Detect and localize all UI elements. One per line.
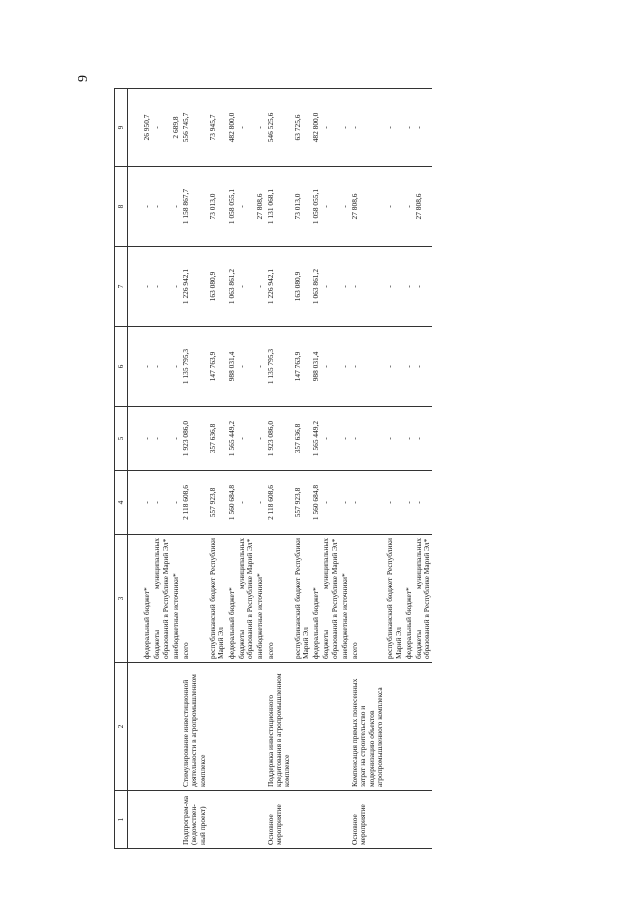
value-cell: - (403, 407, 413, 471)
level-cell (254, 791, 264, 849)
value-cell: 2 118 608,6 (180, 471, 207, 535)
value-cell: - (339, 167, 349, 247)
level-cell (236, 791, 255, 849)
value-cell: - (254, 247, 264, 327)
value-cell: - (403, 89, 413, 167)
value-cell: 1 058 055,1 (226, 167, 236, 247)
name-cell (384, 663, 403, 791)
value-cell: 988 031,4 (310, 327, 320, 407)
table-body (128, 89, 432, 849)
source-cell: федеральный бюджет* (226, 535, 236, 663)
header-col-2: 2 (115, 663, 128, 791)
table-row (170, 89, 180, 849)
value-cell: - (151, 327, 170, 407)
value-cell: - (254, 471, 264, 535)
table-row (207, 89, 226, 849)
value-cell: - (384, 407, 403, 471)
value-cell: 163 080,9 (207, 247, 226, 327)
value-cell: - (403, 327, 413, 407)
value-cell: 1 063 861,2 (226, 247, 236, 327)
table-row (151, 89, 170, 849)
value-cell: 27 808,6 (254, 167, 264, 247)
financing-table (114, 88, 432, 849)
value-cell: - (349, 471, 384, 535)
value-cell: 1 135 795,3 (265, 327, 292, 407)
table-row (413, 89, 432, 849)
level-cell (226, 791, 236, 849)
level-cell (384, 791, 403, 849)
level-cell (413, 791, 432, 849)
value-cell: - (254, 407, 264, 471)
name-cell: Стимулирование инвестиционной деятельности в агропромышленном комплексе (180, 663, 207, 791)
value-cell: - (349, 89, 384, 167)
value-cell: 1 565 449,2 (226, 407, 236, 471)
value-cell: 546 525,6 (265, 89, 292, 167)
value-cell: - (384, 471, 403, 535)
value-cell: - (254, 327, 264, 407)
value-cell: - (384, 327, 403, 407)
value-cell: - (384, 247, 403, 327)
source-cell: всего (265, 535, 292, 663)
value-cell: 73 013,0 (292, 167, 311, 247)
value-cell: 557 923,8 (207, 471, 226, 535)
header-col-4: 4 (115, 471, 128, 535)
value-cell: - (141, 167, 151, 247)
value-cell: - (141, 471, 151, 535)
header-col-7: 7 (115, 247, 128, 327)
table-row (226, 89, 236, 849)
value-cell: - (151, 89, 170, 167)
value-cell: - (349, 247, 384, 327)
table-row (384, 89, 403, 849)
source-cell: республиканский бюджет Республики Марий Эл (292, 535, 311, 663)
value-cell: 357 636,8 (292, 407, 311, 471)
source-cell: республиканский бюджет Республики Марий Эл (207, 535, 226, 663)
value-cell: - (236, 327, 255, 407)
source-cell: всего (349, 535, 384, 663)
value-cell: - (170, 167, 180, 247)
value-cell: 2 689,8 (170, 89, 180, 167)
value-cell: - (403, 471, 413, 535)
value-cell: - (236, 407, 255, 471)
level-cell (141, 791, 151, 849)
level-cell (320, 791, 339, 849)
table-row (236, 89, 255, 849)
level-cell (403, 791, 413, 849)
value-cell: 988 031,4 (226, 327, 236, 407)
value-cell: - (413, 471, 432, 535)
source-cell: бюджеты муниципальных образований в Республике Марий Эл* (151, 535, 170, 663)
level-cell (310, 791, 320, 849)
value-cell: - (236, 167, 255, 247)
value-cell: - (384, 167, 403, 247)
table-row (403, 89, 413, 849)
value-cell: - (151, 471, 170, 535)
value-cell: - (141, 407, 151, 471)
value-cell: 357 636,8 (207, 407, 226, 471)
source-cell: внебюджетные источники* (339, 535, 349, 663)
value-cell: 1 226 942,1 (265, 247, 292, 327)
value-cell: 1 131 068,1 (265, 167, 292, 247)
rotated-page-content (114, 89, 569, 849)
level-cell (151, 791, 170, 849)
header-col-6: 6 (115, 327, 128, 407)
value-cell: 163 080,9 (292, 247, 311, 327)
value-cell: - (413, 407, 432, 471)
name-cell (413, 663, 432, 791)
value-cell: 1 560 684,8 (310, 471, 320, 535)
table-row (265, 89, 292, 849)
header-col-1: 1 (115, 791, 128, 849)
source-cell: всего (180, 535, 207, 663)
name-cell (170, 663, 180, 791)
value-cell: - (384, 89, 403, 167)
name-cell: Поддержка инвестиционного кредитования в агропромышленном комплексе (265, 663, 292, 791)
header-col-9: 9 (115, 89, 128, 167)
value-cell: 1 058 055,1 (310, 167, 320, 247)
value-cell: - (320, 167, 339, 247)
name-cell (226, 663, 236, 791)
value-cell: - (170, 407, 180, 471)
value-cell: - (236, 471, 255, 535)
header-row (115, 89, 128, 849)
level-cell (292, 791, 311, 849)
name-cell (207, 663, 226, 791)
table-row (141, 89, 151, 849)
page-number: 9 (76, 75, 91, 82)
value-cell: 27 808,6 (349, 167, 384, 247)
name-cell (320, 663, 339, 791)
value-cell: - (151, 407, 170, 471)
name-cell (151, 663, 170, 791)
source-cell: федеральный бюджет* (141, 535, 151, 663)
value-cell: 482 800,0 (310, 89, 320, 167)
value-cell: 63 725,6 (292, 89, 311, 167)
value-cell: 1 063 861,2 (310, 247, 320, 327)
value-cell: 1 135 795,3 (180, 327, 207, 407)
value-cell: 27 808,6 (413, 167, 432, 247)
table-row (292, 89, 311, 849)
header-col-5: 5 (115, 407, 128, 471)
value-cell: - (349, 327, 384, 407)
value-cell: - (403, 167, 413, 247)
value-cell: - (320, 407, 339, 471)
value-cell: - (236, 247, 255, 327)
value-cell: - (151, 167, 170, 247)
table-row (349, 89, 384, 849)
value-cell: 147 763,9 (292, 327, 311, 407)
source-cell: республиканский бюджет Республики Марий Эл (384, 535, 403, 663)
name-cell (254, 663, 264, 791)
name-cell: Компенсация прямых понесенных затрат на строительство и модернизацию объектов агропромышленного комплекса (349, 663, 384, 791)
level-cell (339, 791, 349, 849)
source-cell: федеральный бюджет* (310, 535, 320, 663)
table-row (180, 89, 207, 849)
value-cell: - (141, 327, 151, 407)
value-cell: 482 800,0 (226, 89, 236, 167)
source-cell: бюджеты муниципальных образований в Республике Марий Эл* (320, 535, 339, 663)
level-cell: Подпрограм-ма (ведомствен-ный проект) (180, 791, 207, 849)
level-cell (170, 791, 180, 849)
source-cell: бюджеты муниципальных образований в Республике Марий Эл* (413, 535, 432, 663)
value-cell: - (339, 327, 349, 407)
value-cell: - (320, 247, 339, 327)
value-cell: 26 950,7 (141, 89, 151, 167)
source-cell: внебюджетные источники* (254, 535, 264, 663)
value-cell: - (349, 407, 384, 471)
source-cell: внебюджетные источники* (170, 535, 180, 663)
value-cell: - (254, 89, 264, 167)
value-cell: - (170, 327, 180, 407)
name-cell (236, 663, 255, 791)
level-cell: Основное мероприятие (349, 791, 384, 849)
value-cell: 556 745,7 (180, 89, 207, 167)
value-cell: - (413, 89, 432, 167)
source-cell: бюджеты муниципальных образований в Республике Марий Эл* (236, 535, 255, 663)
table-row (254, 89, 264, 849)
value-cell: 73 013,0 (207, 167, 226, 247)
name-cell (339, 663, 349, 791)
value-cell: - (170, 471, 180, 535)
level-cell: Основное мероприятие (265, 791, 292, 849)
value-cell: 1 158 867,7 (180, 167, 207, 247)
value-cell: 1 923 086,0 (265, 407, 292, 471)
value-cell: - (320, 327, 339, 407)
value-cell: - (339, 407, 349, 471)
value-cell: - (170, 247, 180, 327)
value-cell: 73 945,7 (207, 89, 226, 167)
value-cell: - (236, 89, 255, 167)
header-col-8: 8 (115, 167, 128, 247)
table-row (310, 89, 320, 849)
value-cell: - (339, 89, 349, 167)
source-cell: федеральный бюджет* (403, 535, 413, 663)
value-cell: 1 565 449,2 (310, 407, 320, 471)
table-row (320, 89, 339, 849)
name-cell (141, 663, 151, 791)
level-cell (207, 791, 226, 849)
value-cell: - (320, 471, 339, 535)
value-cell: 1 923 086,0 (180, 407, 207, 471)
value-cell: - (141, 247, 151, 327)
header-col-3: 3 (115, 535, 128, 663)
value-cell: 1 560 684,8 (226, 471, 236, 535)
value-cell: - (413, 247, 432, 327)
value-cell: 1 226 942,1 (180, 247, 207, 327)
name-cell (310, 663, 320, 791)
table-header (115, 89, 128, 849)
value-cell: 557 923,8 (292, 471, 311, 535)
value-cell: - (339, 247, 349, 327)
value-cell: - (151, 247, 170, 327)
value-cell: 147 763,9 (207, 327, 226, 407)
name-cell (403, 663, 413, 791)
value-cell: - (339, 471, 349, 535)
value-cell: 2 118 608,6 (265, 471, 292, 535)
table-row (339, 89, 349, 849)
value-cell: - (413, 327, 432, 407)
name-cell (292, 663, 311, 791)
value-cell: - (403, 247, 413, 327)
value-cell: - (320, 89, 339, 167)
